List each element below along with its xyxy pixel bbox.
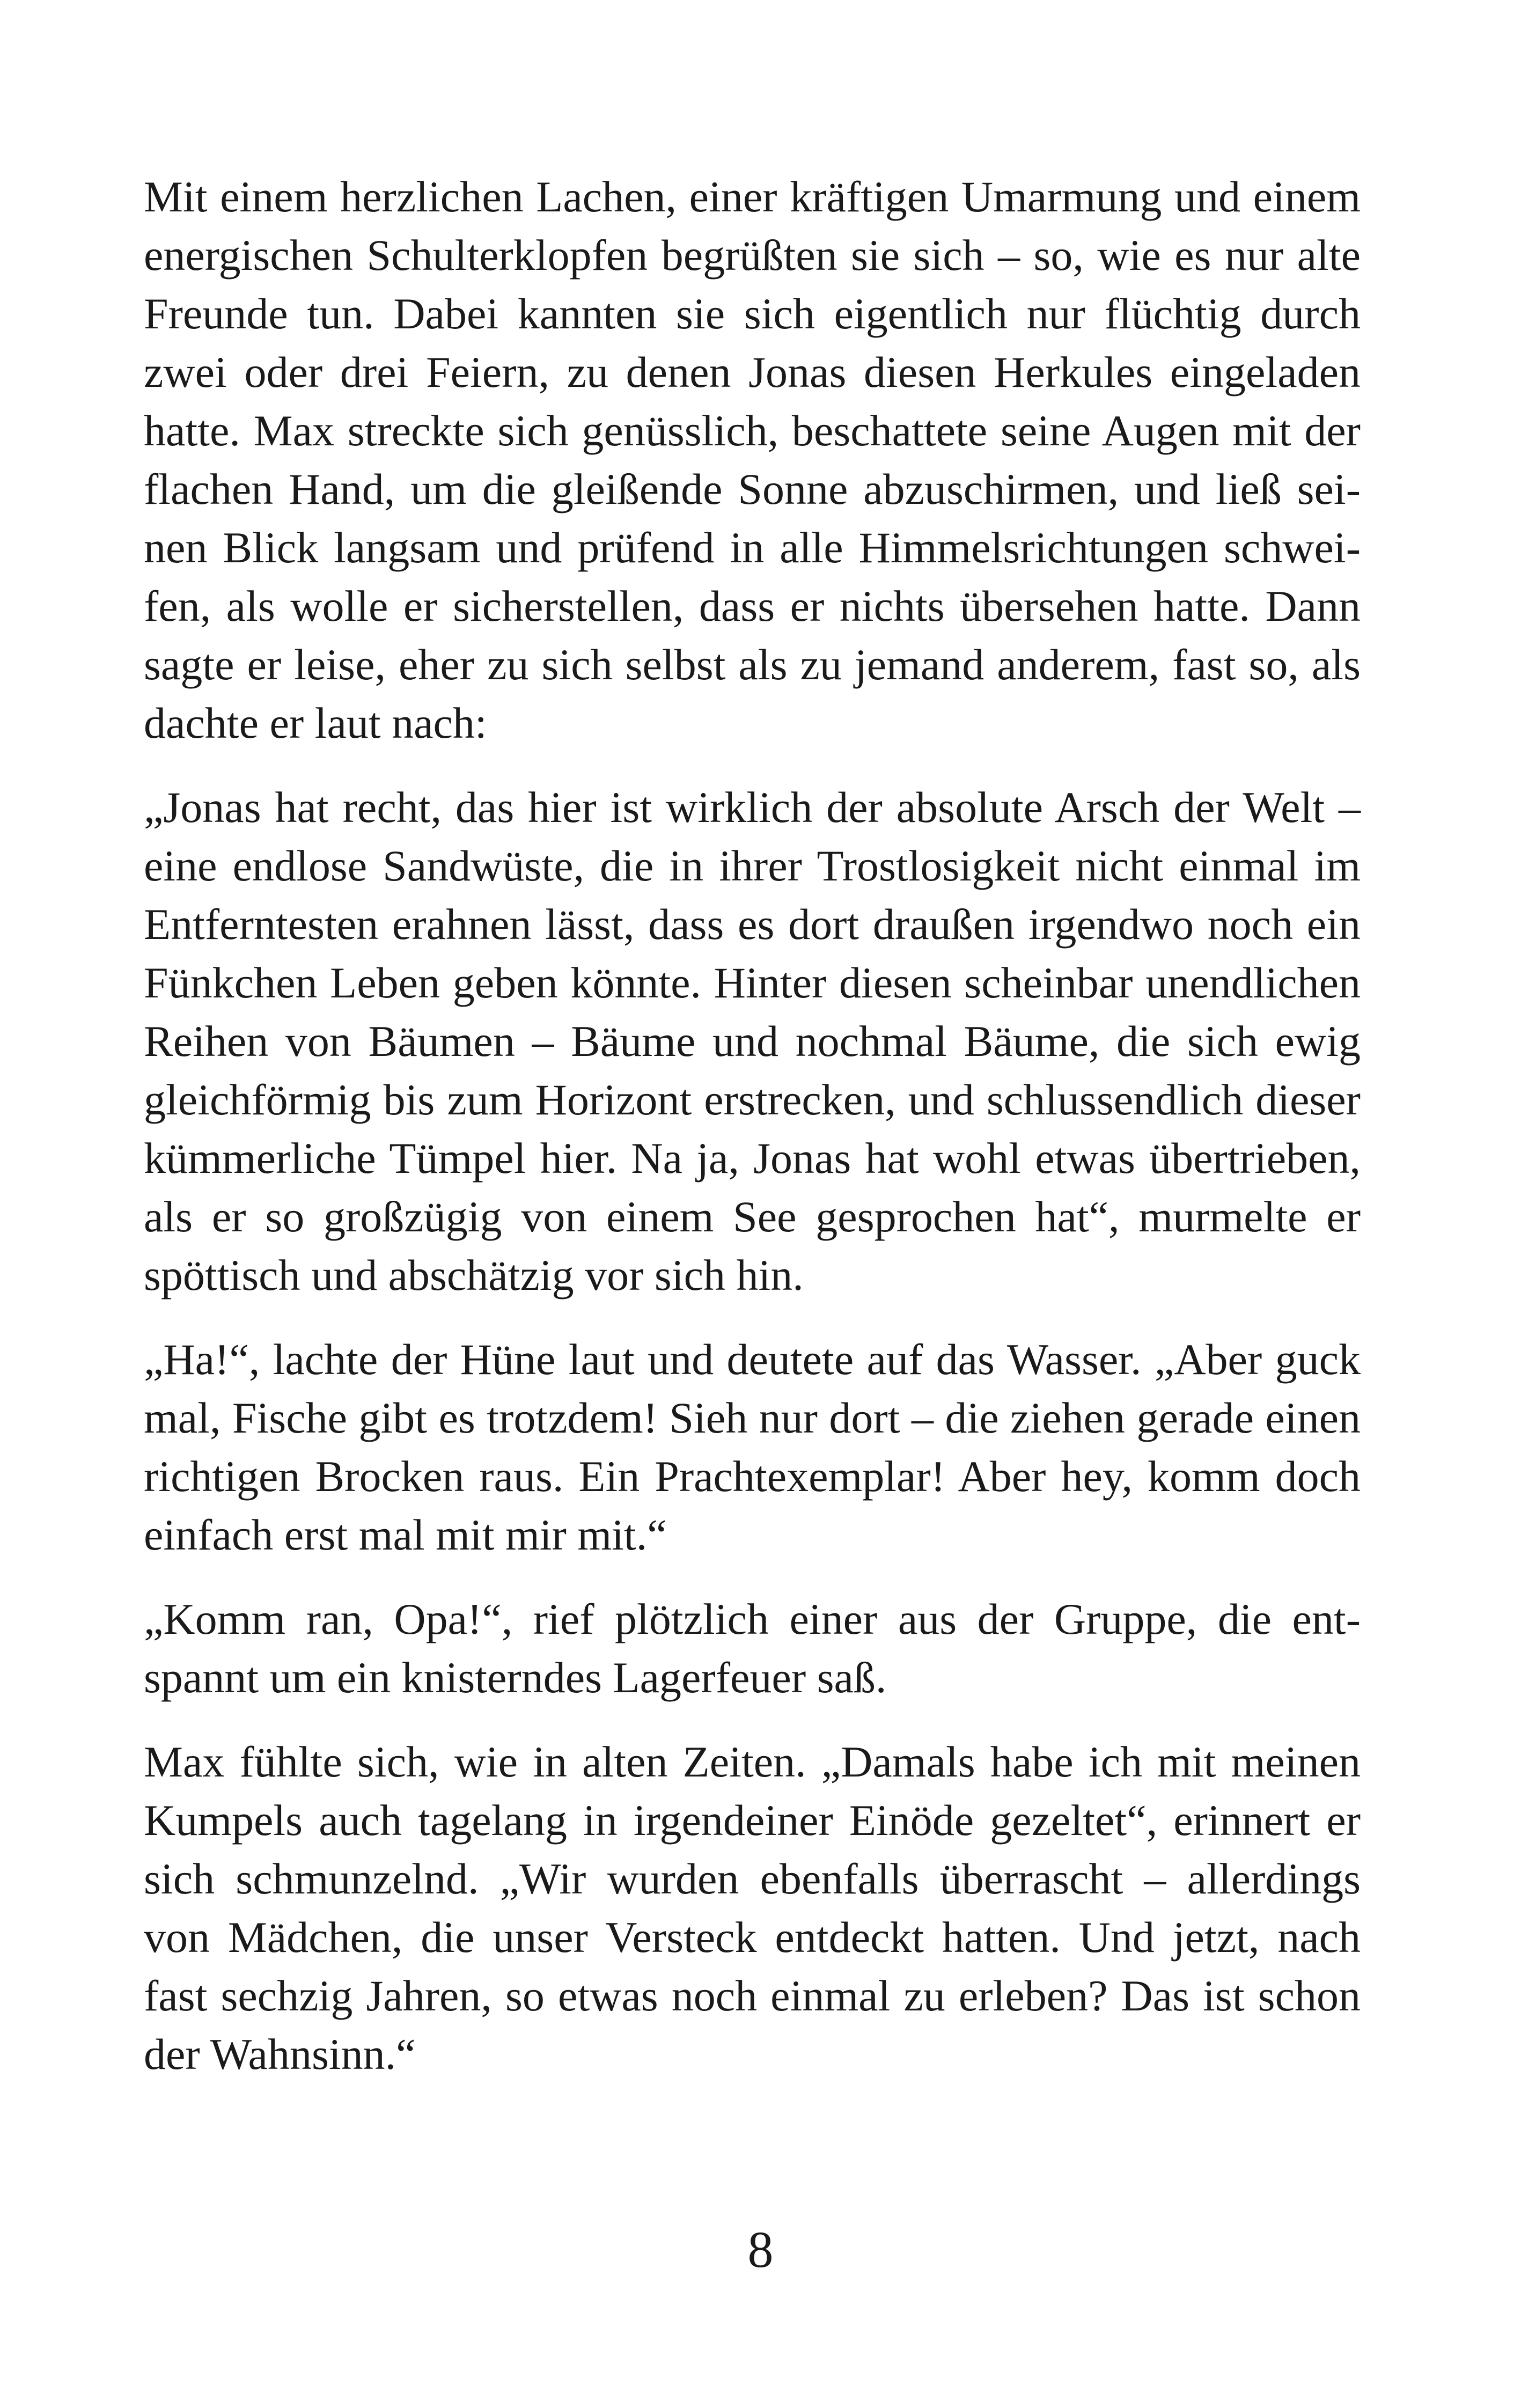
body-text xyxy=(144,167,1361,2083)
paragraph-2: „Jonas hat recht, das hier ist wirklich der absolute Arsch der Welt – eine endlose Sandwüste, die in ihrer Trostlosigkeit nicht einmal im Entferntesten erahnen lässt, dass es dort draußen irgendwo noch ein Fünkchen Leben geben könnte. Hinter diesen scheinbar unendlichen Reihen von Bäumen – Bäume und nochmal Bäume, die sich ewig gleichförmig bis zum Horizont erstrecken, und schlussendlich dieser kümmerliche Tümpel hier. Na ja, Jonas hat wohl etwas übertrieben, als er so großzügig von einem See gesprochen hat“, murmelte er spöttisch und abschätzig vor sich hin. xyxy=(144,783,1361,1300)
page-number: 8 xyxy=(747,2221,774,2278)
paragraph-3: „Ha!“, lachte der Hüne laut und deutete auf das Wasser. „Aber guck mal, Fische gibt es trotzdem! Sieh nur dort – die ziehen gerade einen richtigen Brocken raus. Ein Prachtexemplar! Aber hey, komm doch einfach erst mal mit mir mit.“ xyxy=(144,1335,1361,1559)
paragraph-4: „Komm ran, Opa!“, rief plötzlich einer aus der Gruppe, die entspannt um ein knisterndes Lagerfeuer saß. xyxy=(144,1595,1361,1702)
paragraph-1: Mit einem herzlichen Lachen, einer kräftigen Umarmung und einem energischen Schulterklopfen begrüßten sie sich – so, wie es nur alte Freunde tun. Dabei kannten sie sich eigentlich nur flüchtig durch zwei oder drei Feiern, zu denen Jonas diesen Herkules eingeladen hatte. Max streckte sich genüsslich, beschattete seine Augen mit der flachen Hand, um die gleißende Sonne abzuschirmen, und ließ seinen Blick langsam und prüfend in alle Himmelsrichtungen schweifen, als wolle er sicherstellen, dass er nichts übersehen hatte. Dann sagte er leise, eher zu sich selbst als zu jemand anderem, fast so, als dachte er laut nach: xyxy=(144,172,1361,747)
paragraph-5: Max fühlte sich, wie in alten Zeiten. „Damals habe ich mit meinen Kumpels auch tagelang in irgendeiner Einöde gezeltet“, erinnert er sich schmunzelnd. „Wir wurden ebenfalls überrascht – allerdings von Mädchen, die unser Versteck entdeckt hatten. Und jetzt, nach fast sechzig Jahren, so etwas noch einmal zu erleben? Das ist schon der Wahnsinn.“ xyxy=(144,1737,1361,2079)
